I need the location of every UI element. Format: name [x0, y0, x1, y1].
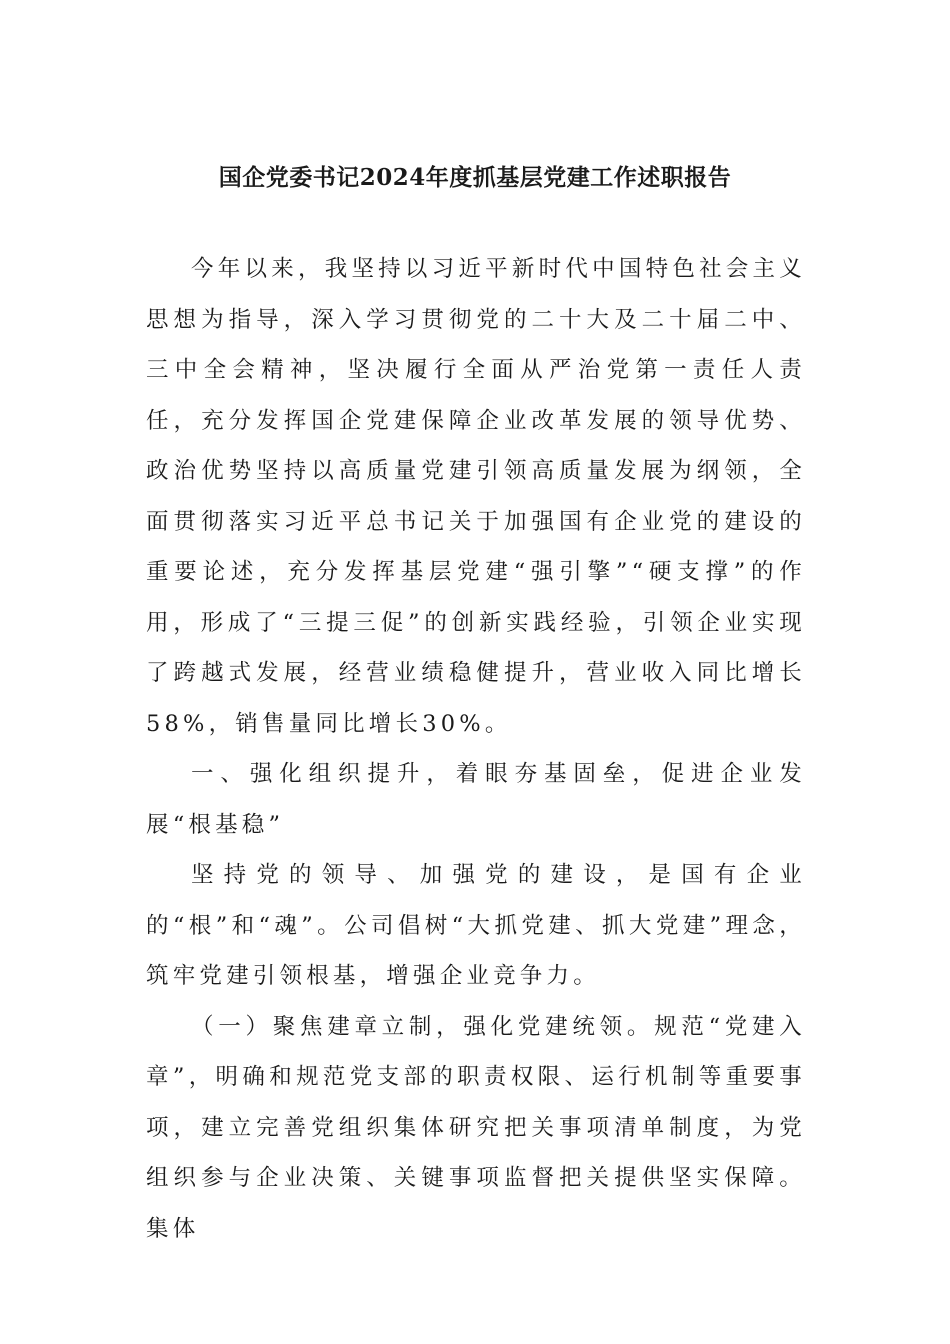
- section-heading-1: 一、强化组织提升，着眼夯基固垒，促进企业发展“根基稳”: [146, 761, 806, 838]
- document-title: 国企党委书记2024年度抓基层党建工作述职报告: [218, 164, 732, 191]
- paragraph-intro: 今年以来，我坚持以习近平新时代中国特色社会主义思想为指导，深入学习贯彻党的二十大及二十届二中、三中全会精神，坚决履行全面从严治党第一责任人责任，充分发挥国企党建保障企业改革发展的领导优势、政治优势坚持以高质量党建引领高质量发展为纲领，全面贯彻落实习近平总书记关于加强国有企业党的建设的重要论述，充分发挥基层党建“强引擎”“硬支撑”的作用，形成了“三提三促”的创新实践经验，引领企业实现了跨越式发展，经营业绩稳健提升，营业收入同比增长58%，销售量同比增长30%。: [146, 256, 806, 737]
- paragraph-subsection-1: （一）聚焦建章立制，强化党建统领。规范“党建入章”，明确和规范党支部的职责权限、运行机制等重要事项，建立完善党组织集体研究把关事项清单制度，为党组织参与企业决策、关键事项监督把关提供坚实保障。集体: [146, 1013, 806, 1242]
- paragraph-section-1: 坚持党的领导、加强党的建设，是国有企业的“根”和“魂”。公司倡树“大抓党建、抓大党建”理念，筑牢党建引领根基，增强企业竞争力。: [146, 862, 806, 989]
- document-body: [146, 244, 806, 1254]
